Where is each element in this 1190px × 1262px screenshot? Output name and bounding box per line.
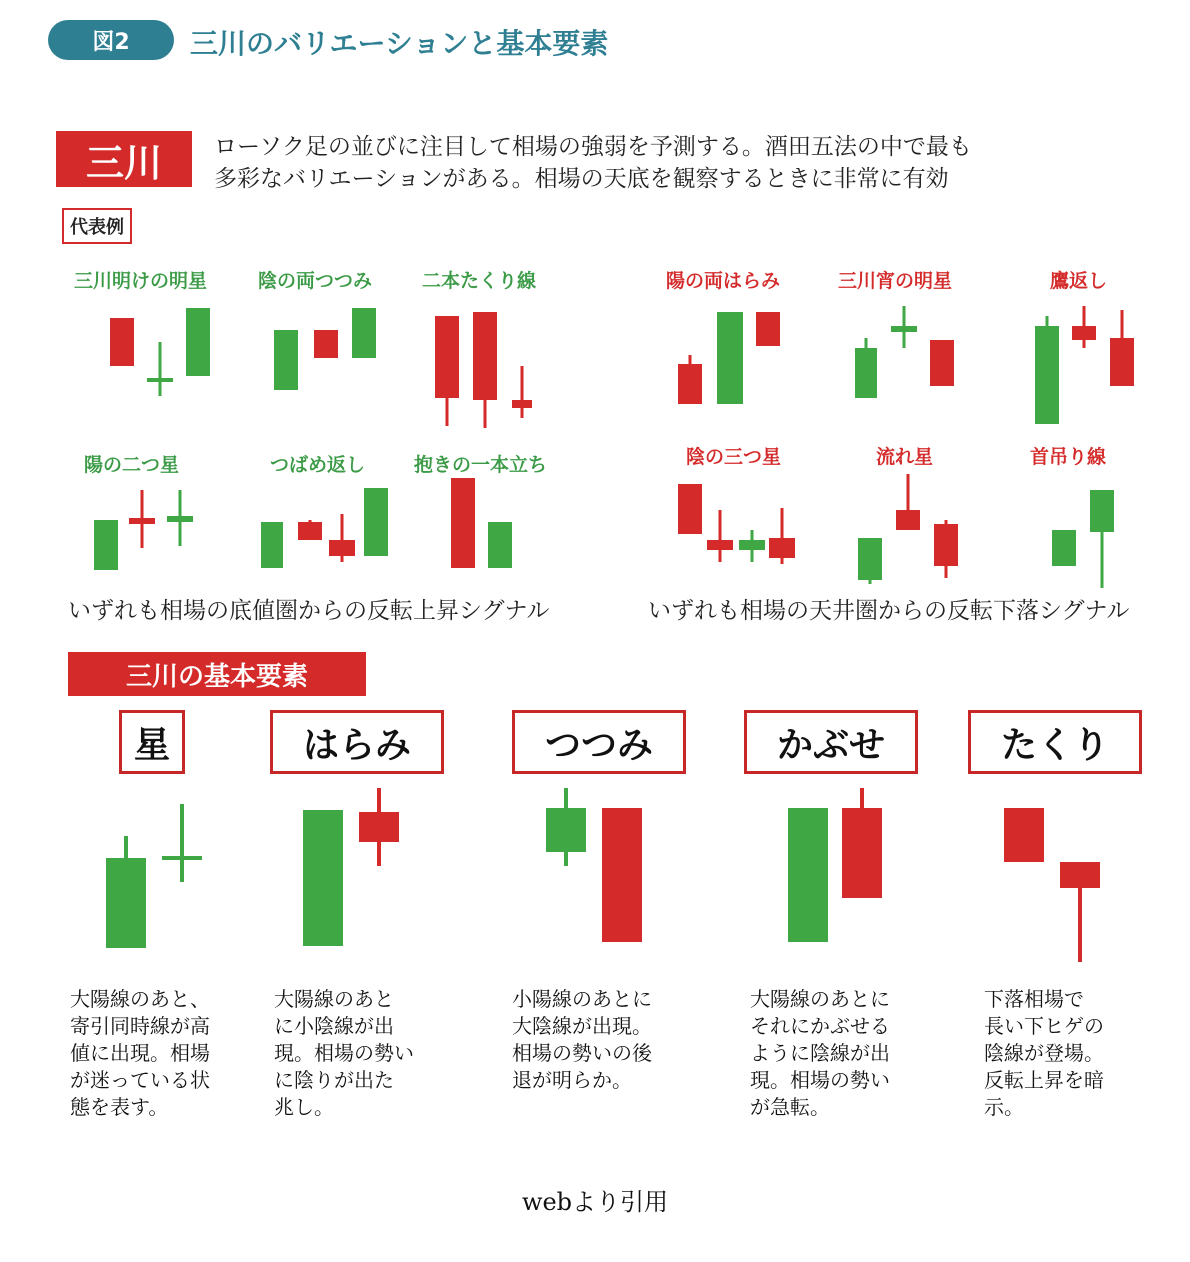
element-title-kabuse: かぶせ bbox=[744, 710, 918, 774]
pattern-label: 陰の三つ星 bbox=[686, 446, 782, 468]
bullish-candle bbox=[274, 330, 298, 390]
bullish-candle bbox=[186, 308, 210, 376]
candle-body bbox=[451, 478, 475, 568]
candle-body bbox=[274, 330, 298, 390]
bullish-candle bbox=[94, 520, 118, 570]
bullish-candle bbox=[1052, 530, 1076, 566]
candle-body bbox=[788, 808, 828, 942]
pattern-label: 陰の両つつみ bbox=[258, 270, 373, 292]
candle-body bbox=[756, 312, 780, 346]
bullish-signal-caption: いずれも相場の底値圏からの反転上昇シグナル bbox=[68, 598, 550, 624]
bearish-signal-caption: いずれも相場の天井圏からの反転下落シグナル bbox=[648, 598, 1130, 624]
candle-body bbox=[129, 518, 155, 524]
element-description: 大陽線のあと、 寄引同時線が高 値に出現。相場 が迷っている状 態を表す。 bbox=[70, 987, 210, 1119]
element-description: 小陽線のあとに 大陰線が出現。 相場の勢いの後 退が明らか。 bbox=[512, 987, 652, 1092]
bearish-candle bbox=[314, 330, 338, 358]
bearish-candle bbox=[435, 316, 459, 426]
source-note: webより引用 bbox=[521, 1188, 669, 1216]
pattern-label: 二本たくり線 bbox=[422, 270, 537, 292]
candle-body bbox=[1072, 326, 1096, 340]
pattern-label: 鷹返し bbox=[1050, 270, 1108, 292]
element-title-harami: はらみ bbox=[270, 710, 444, 774]
candle-body bbox=[303, 810, 343, 946]
candle-body bbox=[167, 516, 193, 522]
candle-body bbox=[717, 312, 743, 404]
bearish-candle bbox=[359, 788, 399, 866]
candle-body bbox=[106, 858, 146, 948]
bearish-candle bbox=[930, 340, 954, 386]
candle-body bbox=[769, 538, 795, 558]
bearish-candle bbox=[329, 514, 355, 562]
bearish-candle bbox=[842, 788, 882, 898]
candle-body bbox=[1090, 490, 1114, 532]
candle-body bbox=[352, 308, 376, 358]
bullish-candle bbox=[1035, 316, 1059, 424]
candle-body bbox=[94, 520, 118, 570]
bullish-candle bbox=[891, 306, 917, 348]
bullish-candle bbox=[261, 522, 283, 568]
bearish-candle bbox=[678, 355, 702, 404]
pattern-label: 三川宵の明星 bbox=[838, 270, 953, 292]
element-description: 大陽線のあとに それにかぶせる ように陰線が出 現。相場の勢い が急転。 bbox=[750, 987, 890, 1119]
element-title-hoshi: 星 bbox=[119, 710, 185, 774]
bearish-candle bbox=[1060, 862, 1100, 962]
bullish-candle bbox=[546, 788, 586, 866]
bullish-candle bbox=[858, 538, 882, 584]
bearish-candle bbox=[298, 520, 322, 540]
bullish-candle bbox=[739, 530, 765, 562]
pattern-label: 陽の二つ星 bbox=[84, 454, 180, 476]
bearish-candle bbox=[707, 510, 733, 562]
candle-body bbox=[896, 510, 920, 530]
bullish-candle bbox=[303, 810, 343, 946]
bearish-candle bbox=[769, 508, 795, 564]
candle-body bbox=[1060, 862, 1100, 888]
bearish-candle bbox=[1072, 306, 1096, 348]
candle-body bbox=[546, 808, 586, 852]
pattern-label: つばめ返し bbox=[270, 454, 366, 476]
candle-body bbox=[488, 522, 512, 568]
bullish-candle bbox=[147, 342, 173, 396]
candle-body bbox=[298, 522, 322, 540]
examples-label: 代表例 bbox=[62, 208, 132, 244]
bullish-candle bbox=[855, 338, 877, 398]
candle-body bbox=[473, 312, 497, 400]
bullish-candle bbox=[106, 836, 146, 948]
bullish-candle bbox=[788, 808, 828, 942]
candle-body bbox=[858, 538, 882, 580]
candle-body bbox=[739, 540, 765, 550]
pattern-label: 三川明けの明星 bbox=[74, 270, 208, 292]
candle-body bbox=[186, 308, 210, 376]
bullish-candle bbox=[1090, 490, 1114, 588]
description-line-2: 多彩なバリエーションがある。相場の天底を観察するときに非常に有効 bbox=[214, 166, 949, 192]
bearish-candle bbox=[756, 312, 780, 346]
bearish-candle bbox=[1110, 310, 1134, 386]
bullish-candle bbox=[717, 312, 743, 404]
candle-body bbox=[435, 316, 459, 398]
candle-body bbox=[934, 524, 958, 566]
pattern-label: 陽の両はらみ bbox=[666, 270, 781, 292]
bullish-candle bbox=[488, 522, 512, 568]
candle-body bbox=[359, 812, 399, 842]
candle-body bbox=[891, 326, 917, 332]
candle-body bbox=[329, 540, 355, 556]
bearish-candle bbox=[451, 478, 475, 568]
candle-body bbox=[678, 364, 702, 404]
candle-body bbox=[364, 488, 388, 556]
pattern-label: 抱きの一本立ち bbox=[414, 454, 548, 476]
bearish-candle bbox=[129, 490, 155, 548]
figure-title: 三川のバリエーションと基本要素 bbox=[190, 27, 609, 60]
bullish-candle bbox=[162, 804, 202, 882]
candle-body bbox=[314, 330, 338, 358]
candle-body bbox=[602, 808, 642, 942]
candle-body bbox=[512, 400, 532, 408]
candle-body bbox=[1052, 530, 1076, 566]
bearish-candle bbox=[1004, 808, 1044, 862]
element-title-takuri: たくり bbox=[968, 710, 1142, 774]
candle-body bbox=[1035, 326, 1059, 424]
candle-body bbox=[1110, 338, 1134, 386]
candle-body bbox=[930, 340, 954, 386]
candle-body bbox=[110, 318, 134, 366]
bearish-candle bbox=[678, 484, 702, 534]
bullish-candle bbox=[352, 308, 376, 358]
bearish-candle bbox=[602, 808, 642, 942]
sanzen-badge: 三川 bbox=[56, 131, 192, 187]
candle-body bbox=[842, 808, 882, 898]
bearish-candle bbox=[110, 318, 134, 366]
bullish-candle bbox=[364, 488, 388, 556]
basic-elements-badge: 三川の基本要素 bbox=[68, 652, 366, 696]
bearish-candle bbox=[934, 520, 958, 578]
element-title-tsutsumi: つつみ bbox=[512, 710, 686, 774]
element-description: 大陽線のあと に小陰線が出 現。相場の勢い に陰りが出た 兆し。 bbox=[274, 987, 414, 1119]
bearish-candle bbox=[896, 474, 920, 530]
candle-body bbox=[147, 378, 173, 382]
element-description: 下落相場で 長い下ヒゲの 陰線が登場。 反転上昇を暗 示。 bbox=[984, 987, 1104, 1119]
candle-body bbox=[261, 522, 283, 568]
pattern-label: 首吊り線 bbox=[1030, 446, 1107, 468]
description-line-1: ローソク足の並びに注目して相場の強弱を予測する。酒田五法の中で最も bbox=[214, 134, 972, 160]
bearish-candle bbox=[473, 312, 497, 428]
bearish-candle bbox=[512, 366, 532, 418]
candle-body bbox=[707, 540, 733, 550]
bullish-candle bbox=[167, 490, 193, 546]
candle-body bbox=[162, 856, 202, 860]
candle-body bbox=[678, 484, 702, 534]
figure-label: 図2 bbox=[48, 20, 174, 60]
candle-body bbox=[855, 348, 877, 398]
pattern-label: 流れ星 bbox=[876, 446, 934, 468]
candle-body bbox=[1004, 808, 1044, 862]
